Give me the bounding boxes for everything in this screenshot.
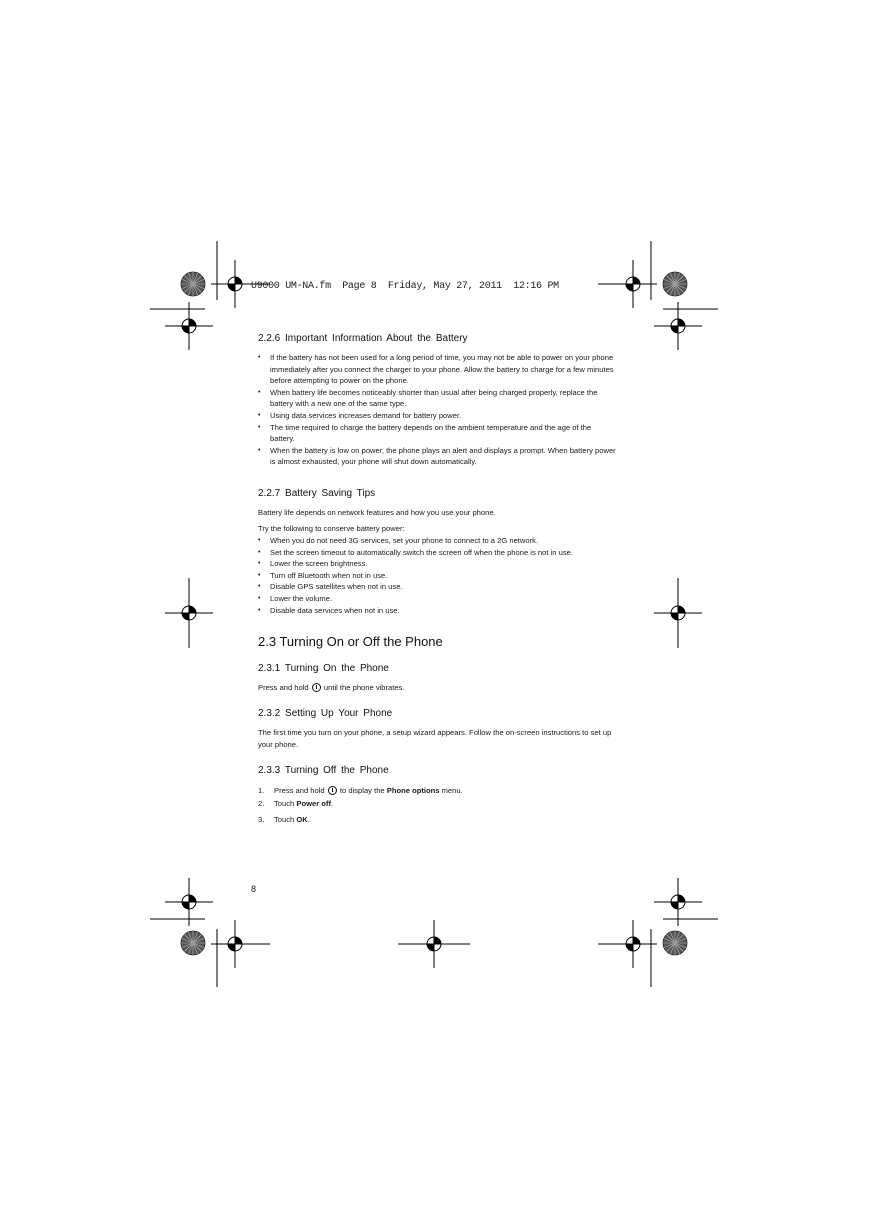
bullet-list <box>258 535 618 616</box>
section-title: 2.3.1 Turning On the Phone <box>258 663 389 675</box>
list-item: 1. Press and hold to display the Phone options menu. <box>258 786 463 796</box>
section-title: 2.2.6 Important Information About the Battery <box>258 333 468 344</box>
chapter-heading: 2.3 Turning On or Off the Phone <box>258 634 443 650</box>
section-2-2-6 <box>258 333 618 468</box>
section-title: 2.3.2 Setting Up Your Phone <box>258 708 393 720</box>
section-2-3-2 <box>258 708 618 751</box>
list-item: • Turn off Bluetooth when not in use. <box>258 570 618 582</box>
section-2-3-1 <box>258 663 618 694</box>
power-key-icon <box>312 683 321 692</box>
list-item: • Using data services increases demand for battery power. <box>258 410 618 422</box>
list-item: • If the battery has not been used for a long period of time, you may not be able to power on your phone immediately after you connect the charger to your phone. Allow the battery to charge for a few minutes before attempting to power on the phone. <box>258 352 618 387</box>
list-item: 2. Touch Power off. <box>258 799 334 809</box>
section-2-2-7 <box>258 488 618 616</box>
paragraph: Try the following to conserve battery power: <box>258 523 405 533</box>
page-number: 8 <box>251 884 257 894</box>
bullet-list <box>258 352 618 468</box>
paragraph: Press and hold until the phone vibrates. <box>258 683 405 693</box>
list-item: • The time required to charge the battery depends on the ambient temperature and the age of the battery. <box>258 422 618 445</box>
list-item: • Set the screen timeout to automatically switch the screen off when the phone is not in use. <box>258 547 618 559</box>
section-title: 2.3.3 Turning Off the Phone <box>258 765 389 777</box>
list-item: • Lower the volume. <box>258 593 618 605</box>
paragraph: Battery life depends on network features and how you use your phone. <box>258 507 496 517</box>
page-content <box>258 333 618 826</box>
list-item: • When the battery is low on power, the phone plays an alert and displays a prompt. When battery power is almost exhausted, your phone will shut down automatically. <box>258 445 618 468</box>
steps-list <box>258 784 618 826</box>
paragraph: The first time you turn on your phone, a setup wizard appears. Follow the on-screen instructions to set up your phone. <box>258 728 612 750</box>
list-item: • Lower the screen brightness. <box>258 558 618 570</box>
list-item: • When battery life becomes noticeably shorter than usual after being charged properly, replace the battery with a new one of the same type. <box>258 387 618 410</box>
power-key-icon <box>328 786 337 795</box>
section-title: 2.2.7 Battery Saving Tips <box>258 487 376 499</box>
file-header: U9000 UM-NA.fm Page 8 Friday, May 27, 2011 12:16 PM <box>251 281 559 292</box>
list-item: • Disable GPS satellites when not in use. <box>258 581 618 593</box>
list-item: • Disable data services when not in use. <box>258 605 618 617</box>
list-item: • When you do not need 3G services, set your phone to connect to a 2G network. <box>258 535 618 547</box>
list-item: 3. Touch OK. <box>258 815 310 825</box>
section-2-3-3 <box>258 765 618 826</box>
